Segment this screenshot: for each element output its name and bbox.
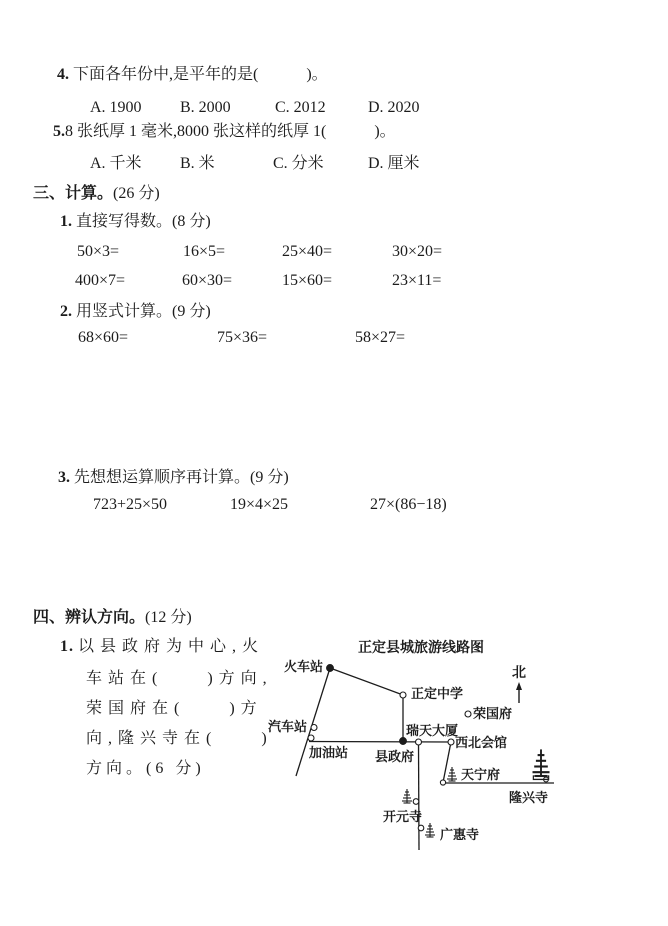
section-4-q1-line-5: 方向。(6 分) (86, 760, 205, 777)
map-title: 正定县城旅游线路图 (358, 639, 484, 655)
section-3-q1-label (60, 213, 211, 231)
expression: 60×30= (182, 272, 233, 289)
section-3-q2-text: 用竖式计算。(9 分) (76, 303, 211, 320)
place-label-longxing-temple: 隆兴寺 (509, 790, 549, 805)
gas-station-node (308, 735, 314, 741)
place-label-gas-station: 加油站 (309, 745, 349, 760)
section-4-q1-line-3: 荣国府在( )方 (86, 700, 263, 717)
section-4-q1-line-2: 车站在( )方向, (86, 670, 273, 687)
pagoda-icon (425, 823, 435, 837)
section-3-heading (33, 185, 160, 203)
expression: 50×3= (77, 243, 120, 260)
question-4-option-d: D. 2020 (368, 99, 420, 116)
ruitian-building-node (416, 739, 422, 745)
expression: 16×5= (183, 243, 226, 260)
temple-icon (533, 749, 550, 779)
question-5-option-c: C. 分米 (273, 155, 324, 172)
train-station-dot (327, 665, 334, 672)
section-3-q2-label (60, 303, 211, 321)
expression: 58×27= (355, 329, 406, 346)
place-label-zhengding-school: 正定中学 (411, 686, 464, 701)
tianningfu-node (440, 780, 445, 785)
section-3-q1-number: 1. (60, 213, 72, 230)
expression: 68×60= (78, 329, 129, 346)
question-5-option-b: B. 米 (180, 155, 215, 172)
expression: 15×60= (282, 272, 333, 289)
question-5-text: 8 张纸厚 1 毫米,8000 张这样的纸厚 1( )。 (65, 123, 396, 140)
question-5 (53, 123, 396, 141)
section-3-q3-number: 3. (58, 469, 70, 486)
section-4-q1-line-1 (60, 638, 264, 656)
pagoda-icon (447, 767, 457, 781)
section-4-q1-number: 1. (60, 638, 74, 655)
question-4-text: 下面各年份中,是平年的是( )。 (73, 66, 328, 83)
expression: 23×11= (392, 272, 442, 289)
question-4-option-b: B. 2000 (180, 99, 231, 116)
question-5-option-d: D. 厘米 (368, 155, 420, 172)
expression: 30×20= (392, 243, 443, 260)
expression: 723+25×50 (93, 496, 168, 513)
expression: 19×4×25 (230, 496, 289, 513)
question-4-number: 4. (57, 66, 69, 83)
section-3-q3-text: 先想想运算顺序再计算。(9 分) (74, 469, 289, 486)
pagoda-icon (402, 789, 412, 803)
question-4-option-c: C. 2012 (275, 99, 326, 116)
expression: 27×(86−18) (370, 496, 447, 513)
expression: 400×7= (75, 272, 126, 289)
guildhall-node (448, 739, 454, 745)
question-4 (57, 66, 328, 84)
place-label-rongguofu: 荣国府 (473, 706, 513, 721)
section-4-q1-line-4: 向,隆兴寺在( ) (86, 730, 273, 747)
place-label-ruitian-building: 瑞天大厦 (406, 723, 459, 738)
place-label-train-station: 火车站 (284, 659, 324, 674)
section-3-q2-number: 2. (60, 303, 72, 320)
road-main-horizontal (309, 742, 451, 743)
section-3-title: 三、计算。 (33, 185, 114, 202)
section-4-score: (12 分) (145, 609, 192, 626)
guanghui-temple-node (418, 825, 424, 831)
road-trainstation-school (330, 668, 403, 695)
place-label-tianningfu: 天宁府 (461, 767, 501, 782)
question-4-option-a: A. 1900 (90, 99, 142, 116)
expression: 25×40= (282, 243, 333, 260)
north-label: 北 (512, 666, 526, 681)
north-arrow-icon (516, 682, 522, 703)
section-4-heading (33, 609, 192, 627)
section-3-q3-label (58, 469, 289, 487)
question-5-number: 5. (53, 123, 65, 140)
longxing-temple-node (544, 777, 549, 782)
road-south-vertical (419, 742, 420, 850)
road-guildhall-corner (443, 742, 451, 783)
place-label-bus-station: 汽车站 (268, 719, 308, 734)
section-4-title: 四、辨认方向。 (33, 609, 146, 626)
question-5-option-a: A. 千米 (90, 155, 142, 172)
zhengding-school-node (400, 692, 406, 698)
section-4-q1-text: 以县政府为中心,火 (78, 638, 265, 655)
place-label-guanghui-temple: 广惠寺 (440, 827, 480, 842)
section-3-q1-text: 直接写得数。(8 分) (76, 213, 211, 230)
place-label-county-government: 县政府 (375, 749, 415, 764)
bus-station-node (311, 725, 317, 731)
expression: 75×36= (217, 329, 268, 346)
kaiyuan-temple-node (413, 799, 419, 805)
county-government-dot (400, 738, 407, 745)
section-3-score: (26 分) (113, 185, 160, 202)
place-label-guildhall: 西北会馆 (455, 735, 508, 750)
place-label-kaiyuan-temple: 开元寺 (383, 809, 423, 824)
rongguofu-node (465, 711, 471, 717)
